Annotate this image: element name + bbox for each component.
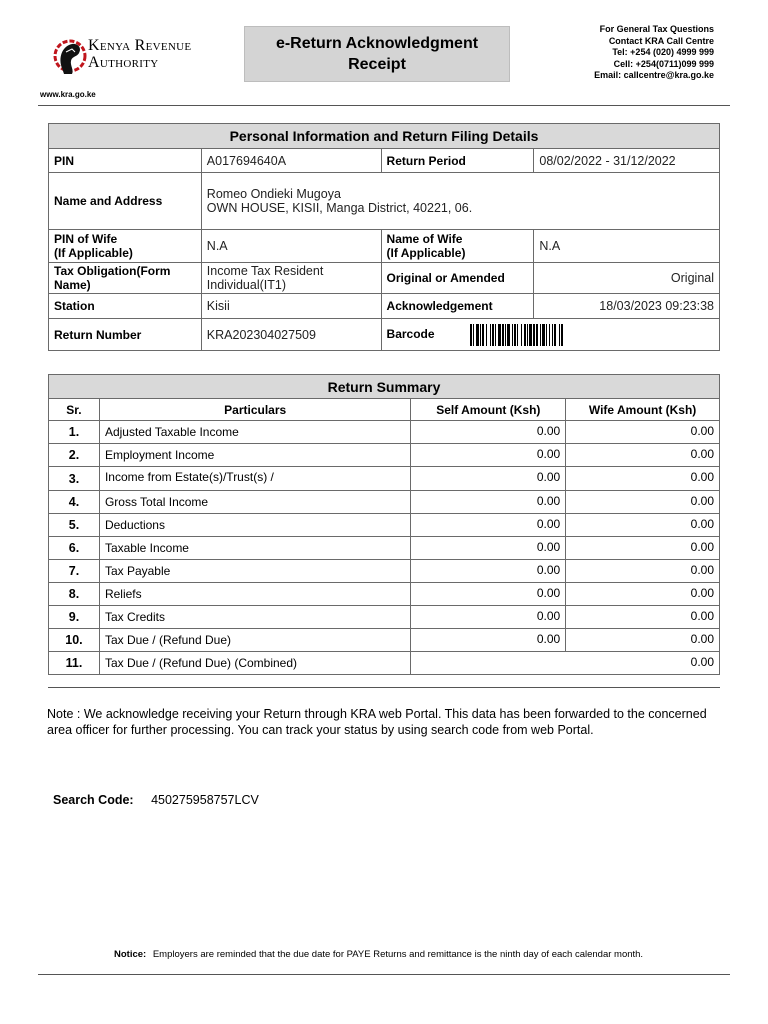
row-sr: 3. [49, 467, 100, 491]
row-sr: 1. [49, 421, 100, 444]
notice-text: Employers are reminded that the due date for PAYE Returns and remittance is the ninth day of each calendar month. [152, 949, 644, 960]
tax-obligation-value [201, 263, 381, 294]
search-code-label: Search Code: [53, 793, 134, 807]
row-particular: Employment Income [99, 444, 411, 467]
row-sr: 6. [49, 537, 100, 560]
barcode-bar [533, 324, 535, 346]
barcode-bar [470, 324, 472, 346]
tax-obligation-label-line1: Tax Obligation(Form [54, 264, 171, 278]
row-wife-amount: 0.00 [566, 629, 720, 652]
row-wife-amount: 0.00 [566, 514, 720, 537]
row-wife-amount: 0.00 [566, 606, 720, 629]
table-row [49, 467, 720, 491]
contact-line: Tel: +254 (020) 4999 999 [612, 47, 714, 57]
org-name [88, 37, 191, 71]
header-particulars: Particulars [99, 399, 411, 421]
barcode-bar [552, 324, 553, 346]
row-particular: Taxable Income [99, 537, 411, 560]
return-period-value: 08/02/2022 - 31/12/2022 [534, 149, 720, 173]
row-sr: 7. [49, 560, 100, 583]
return-summary-caption: Return Summary [49, 375, 720, 399]
summary-divider [48, 687, 720, 688]
station-label: Station [49, 294, 202, 319]
row-self-amount: 0.00 [411, 606, 566, 629]
row-self-amount: 0.00 [411, 421, 566, 444]
row-self-amount: 0.00 [411, 491, 566, 514]
row-wife-amount: 0.00 [566, 444, 720, 467]
return-number-value: KRA202304027509 [201, 319, 381, 351]
barcode-bar [495, 324, 496, 346]
row-wife-amount: 0.00 [566, 560, 720, 583]
barcode-image [468, 323, 658, 347]
barcode-bar [559, 324, 560, 346]
row-particular: Deductions [99, 514, 411, 537]
table-row [49, 491, 720, 514]
wife-name-label-line1: Name of Wife [386, 232, 463, 246]
return-number-label: Return Number [49, 319, 202, 351]
barcode-bar [527, 324, 528, 346]
acknowledgement-note: Note : We acknowledge receiving your Return through KRA web Portal. This data has been forwarded to the concerned area officer for further processing. You can track your status by using search code from web Portal. [47, 707, 707, 737]
contact-line: Email: callcentre@kra.go.ke [594, 70, 714, 80]
barcode-bar [490, 324, 491, 346]
table-row [49, 606, 720, 629]
wife-name-label-line2: (If Applicable) [386, 246, 466, 260]
original-amended-label: Original or Amended [381, 263, 534, 294]
contact-info [594, 24, 714, 82]
barcode-bar [498, 324, 501, 346]
row-sr: 2. [49, 444, 100, 467]
station-value: Kisii [201, 294, 381, 319]
table-row [49, 537, 720, 560]
row-sr: 8. [49, 583, 100, 606]
table-row [49, 514, 720, 537]
wife-name-value: N.A [534, 230, 720, 263]
table-row [49, 444, 720, 467]
row-particular: Tax Payable [99, 560, 411, 583]
row-wife-amount: 0.00 [566, 491, 720, 514]
barcode-bar [529, 324, 532, 346]
title-line1: e-Return Acknowledgment [275, 35, 479, 52]
org-name-line1: Kenya Revenue [88, 37, 192, 54]
contact-line: Contact KRA Call Centre [608, 35, 714, 46]
table-row [49, 652, 720, 675]
wife-pin-label-line2: (If Applicable) [54, 246, 133, 260]
table-row [49, 629, 720, 652]
row-self-amount: 0.00 [411, 444, 566, 467]
barcode-bar [524, 324, 526, 346]
barcode-bar [480, 324, 481, 346]
pin-label: PIN [49, 149, 202, 173]
row-self-amount: 0.00 [411, 629, 566, 652]
barcode-bar [486, 324, 487, 346]
row-particular: Tax Due / (Refund Due) (Combined) [99, 652, 411, 675]
row-sr: 10. [49, 629, 100, 652]
header-sr: Sr. [49, 399, 100, 421]
row-sr: 5. [49, 514, 100, 537]
barcode-bar [536, 324, 538, 346]
barcode-bar [546, 324, 547, 346]
footer-divider [38, 974, 730, 975]
table-row [49, 583, 720, 606]
barcode-bar [521, 324, 522, 346]
tax-obligation-line1: Income Tax Resident [206, 264, 324, 278]
taxpayer-address: OWN HOUSE, KISII, Manga District, 40221, 06. [206, 201, 473, 215]
notice [114, 949, 643, 960]
org-name-line2: Authority [88, 54, 159, 71]
row-particular: Tax Credits [99, 606, 411, 629]
return-period-label: Return Period [381, 149, 534, 173]
barcode-bar [512, 324, 513, 346]
header-divider [38, 105, 730, 106]
lion-emblem-icon [52, 34, 88, 80]
barcode-bar [540, 324, 541, 346]
taxpayer-name: Romeo Ondieki Mugoya [206, 187, 341, 201]
notice-label: Notice: [114, 949, 147, 960]
barcode-label: Barcode [386, 326, 435, 341]
pin-value: A017694640A [201, 149, 381, 173]
personal-info-table [48, 123, 720, 351]
barcode-bar [554, 324, 556, 346]
contact-line: Cell: +254(0711)099 999 [613, 58, 714, 69]
barcode-bar [561, 324, 563, 346]
row-wife-amount: 0.00 [566, 537, 720, 560]
row-particular: Reliefs [99, 583, 411, 606]
original-amended-value: Original [534, 263, 720, 294]
row-wife-amount: 0.00 [566, 421, 720, 444]
acknowledgement-label: Acknowledgement [381, 294, 534, 319]
row-sr: 11. [49, 652, 100, 675]
row-wife-amount: 0.00 [566, 583, 720, 606]
personal-info-caption: Personal Information and Return Filing Details [49, 124, 720, 149]
row-self-amount: 0.00 [411, 467, 566, 491]
row-self-amount: 0.00 [411, 537, 566, 560]
row-particular: Tax Due / (Refund Due) [99, 629, 411, 652]
return-summary-table [48, 374, 720, 675]
table-row [49, 421, 720, 444]
search-code [53, 793, 259, 807]
row-self-amount: 0.00 [411, 514, 566, 537]
header-self-amount: Self Amount (Ksh) [411, 399, 566, 421]
barcode-bar [507, 324, 510, 346]
name-address-value [201, 173, 719, 230]
row-sr: 9. [49, 606, 100, 629]
barcode-bar [473, 324, 474, 346]
contact-line: For General Tax Questions [599, 24, 714, 34]
tax-obligation-line2: Individual(IT1) [206, 278, 286, 292]
barcode-bar [505, 324, 506, 346]
search-code-value: 450275958757LCV [151, 793, 259, 807]
barcode-bar [502, 324, 504, 346]
row-combined-amount: 0.00 [411, 652, 720, 675]
wife-name-label [381, 230, 534, 263]
row-particular: Gross Total Income [99, 491, 411, 514]
barcode-bar [549, 324, 550, 346]
barcode-bar [542, 324, 545, 346]
row-self-amount: 0.00 [411, 560, 566, 583]
barcode-bar [514, 324, 516, 346]
row-particular: Adjusted Taxable Income [99, 421, 411, 444]
wife-pin-value: N.A [201, 230, 381, 263]
header-wife-amount: Wife Amount (Ksh) [566, 399, 720, 421]
barcode-bar [476, 324, 479, 346]
tax-obligation-label [49, 263, 202, 294]
barcode-cell [381, 319, 719, 351]
wife-pin-label [49, 230, 202, 263]
tax-obligation-label-line2: Name) [54, 278, 91, 292]
row-sr: 4. [49, 491, 100, 514]
barcode-bar [482, 324, 484, 346]
name-address-label: Name and Address [49, 173, 202, 230]
row-particular: Income from Estate(s)/Trust(s) / [99, 467, 411, 491]
title-line2: Receipt [348, 56, 406, 73]
barcode-bar [517, 324, 518, 346]
document-title [244, 26, 510, 82]
website-link[interactable]: www.kra.go.ke [40, 90, 96, 99]
wife-pin-label-line1: PIN of Wife [54, 232, 118, 246]
row-wife-amount: 0.00 [566, 467, 720, 491]
table-row [49, 560, 720, 583]
barcode-bar [492, 324, 494, 346]
acknowledgement-value: 18/03/2023 09:23:38 [534, 294, 720, 319]
row-self-amount: 0.00 [411, 583, 566, 606]
